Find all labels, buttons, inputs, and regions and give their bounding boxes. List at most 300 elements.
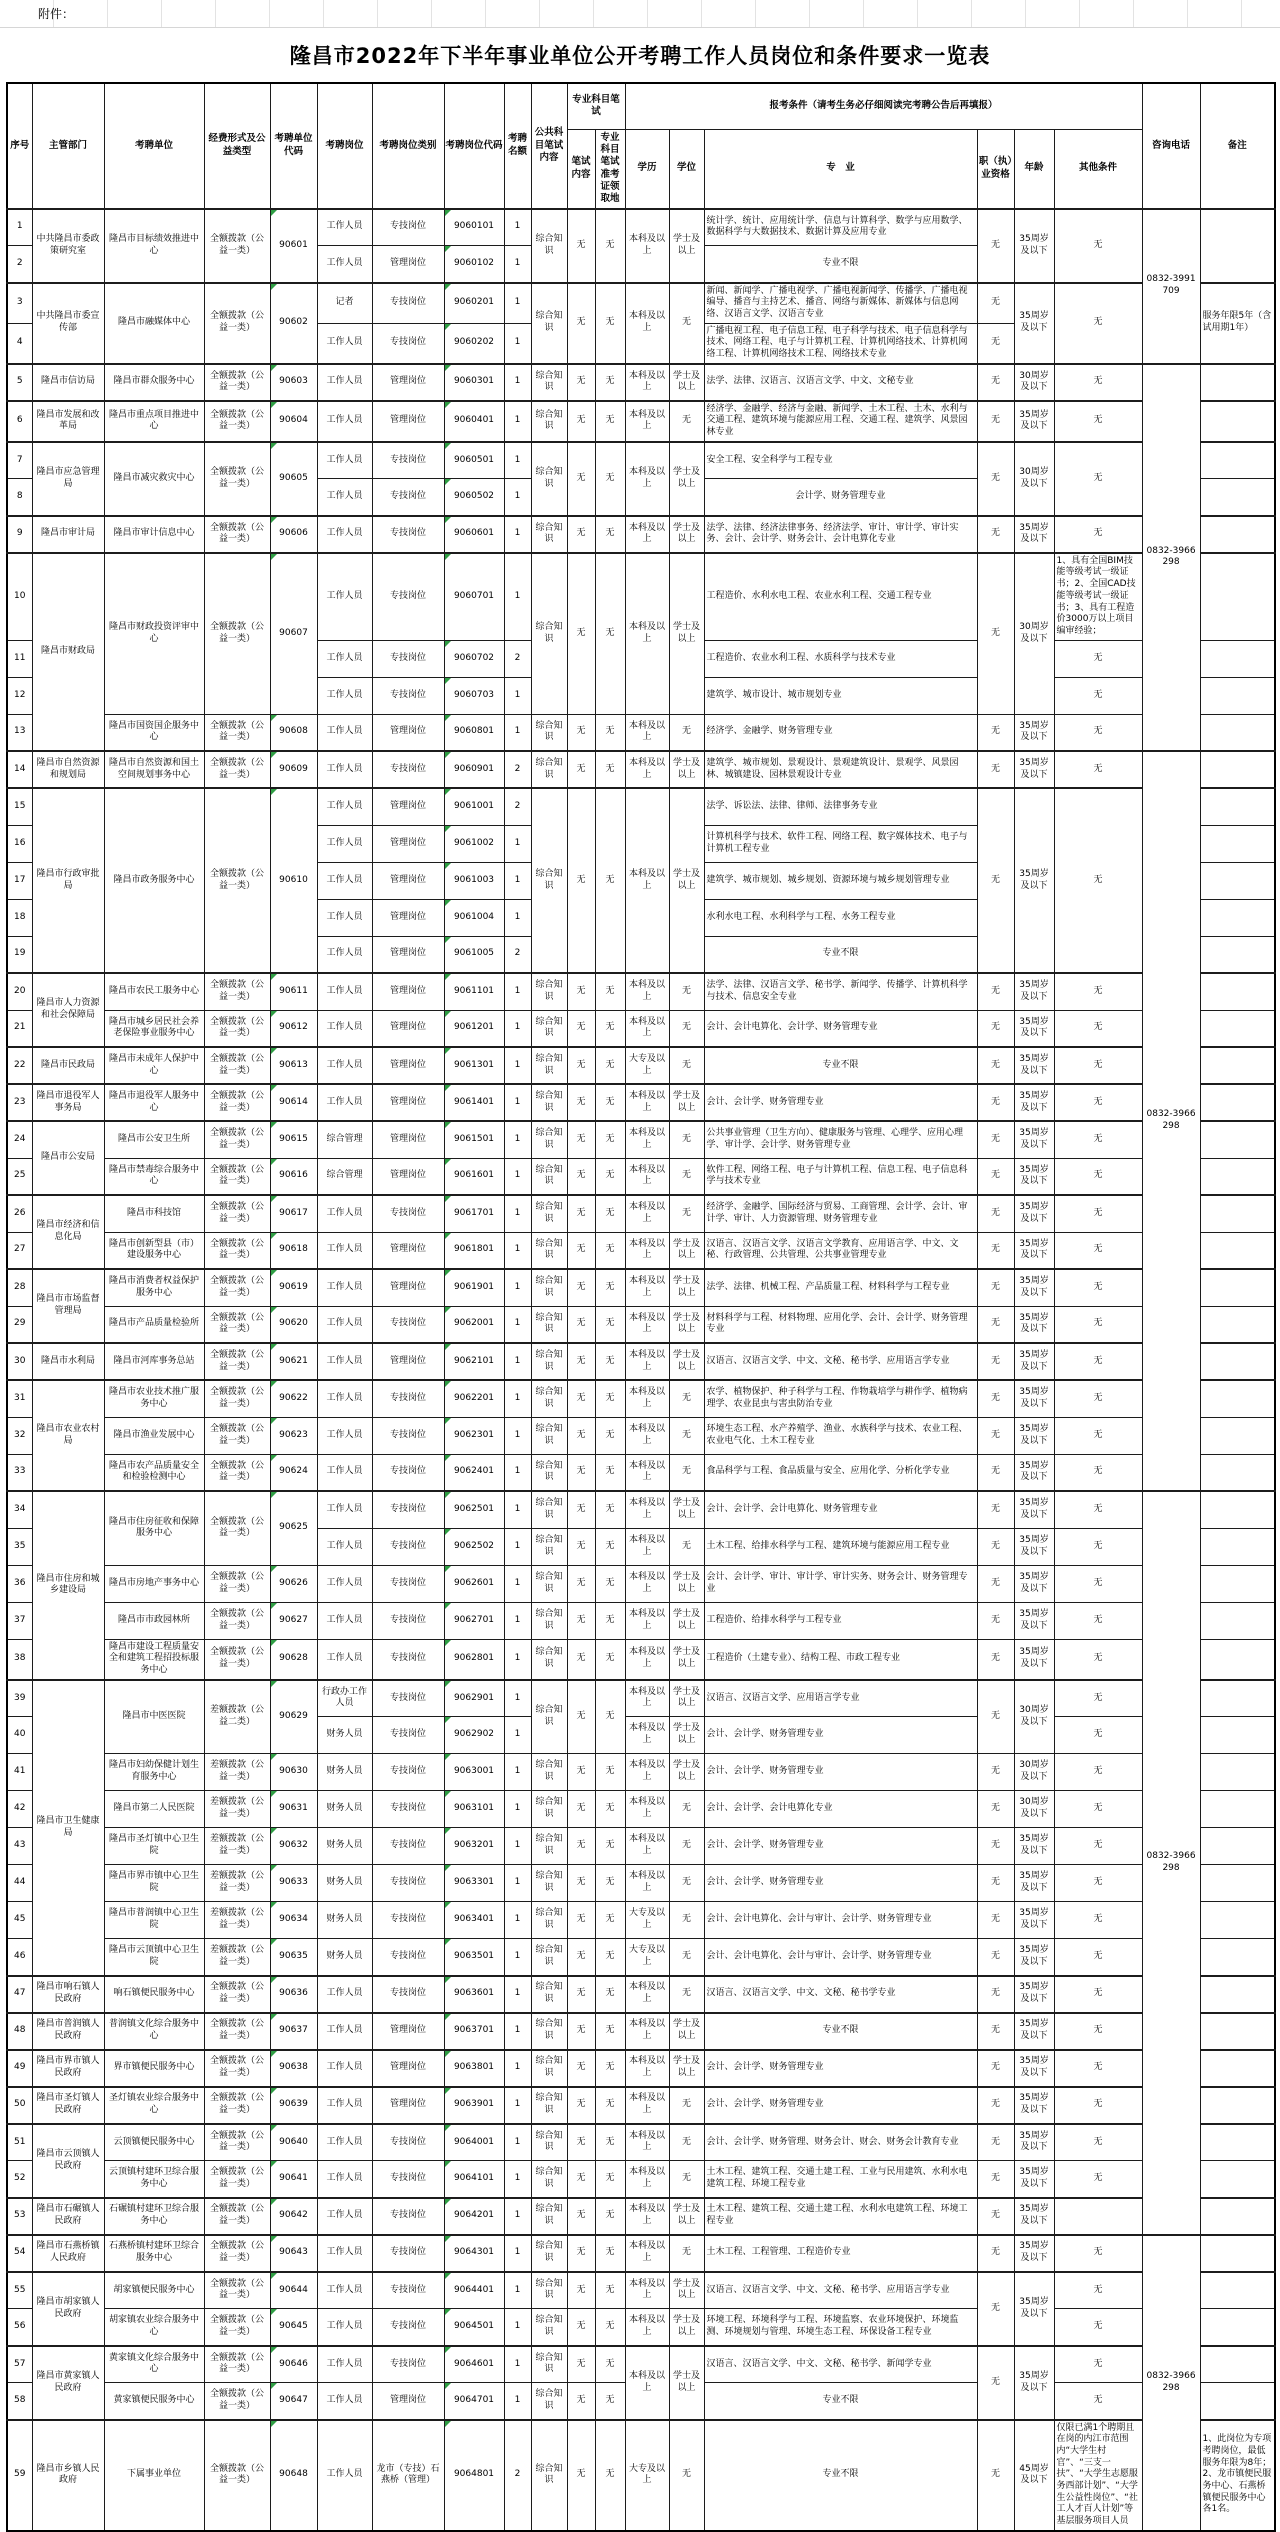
attachment-strip	[0, 0, 1280, 28]
cell-quota: 1	[504, 323, 531, 364]
cell-dept: 隆昌市农业农村局	[32, 1380, 104, 1491]
cell-deg: 无	[669, 973, 704, 1010]
cell-major: 汉语言、汉语言文学、中文、文秘、秘书学、应用语言学专业	[704, 2272, 977, 2309]
cell-cat: 专技岗位	[372, 640, 444, 677]
cell-seq: 40	[7, 1717, 32, 1754]
cell-major: 会计、会计学、审计、审计学、审计实务、财务会计、财务管理专业	[704, 1565, 977, 1602]
cell-note	[1200, 1380, 1275, 1417]
cell-pos: 工作人员	[317, 2383, 372, 2420]
cell-other: 1、具有全国BIM技能等级考试一级证书；2、全国CAD技能等级考试一级证书；3、具有工程造价3000万以上项目编审经验；	[1054, 553, 1142, 640]
cell-wadm: 无	[595, 2050, 625, 2087]
cell-major: 会计学、财务管理专业	[704, 479, 977, 516]
cell-fund: 差额拨款（公益一类）	[204, 1902, 270, 1939]
cell-quota: 1	[504, 1828, 531, 1865]
cell-note	[1200, 2235, 1275, 2272]
cell-seq: 26	[7, 1195, 32, 1232]
cell-quota: 1	[504, 1791, 531, 1828]
cell-dept: 隆昌市云顶镇人民政府	[32, 2124, 104, 2198]
cell-ucode: 90614	[270, 1084, 317, 1121]
cell-deg: 无	[669, 2124, 704, 2161]
cell-ucode: 90611	[270, 973, 317, 1010]
cell-wadm: 无	[595, 1754, 625, 1791]
cell-major: 新闻、新闻学、广播电视学、广播电视新闻学、传播学、广播电视编导、播音与主持艺术、播音、网络与新媒体、新媒体与信息网络、汉语言文学、汉语言专业	[704, 283, 977, 324]
cell-pos: 记者	[317, 283, 372, 324]
cell-wadm: 无	[595, 1084, 625, 1121]
cell-other: 无	[1054, 1047, 1142, 1084]
cell-wadm: 无	[595, 1602, 625, 1639]
col-header-deg: 学位	[669, 129, 704, 209]
cell-edu: 本科及以上	[625, 1754, 669, 1791]
cell-fund: 全额拨款（公益一类）	[204, 1269, 270, 1306]
cell-pcode: 9063201	[444, 1828, 504, 1865]
cell-pcode: 9064301	[444, 2235, 504, 2272]
cell-major: 法学、诉讼法、法律、律师、法律事务专业	[704, 788, 977, 825]
cell-pub: 综合知识	[531, 2013, 567, 2050]
cell-seq: 1	[7, 209, 32, 246]
cell-unit: 隆昌市中医医院	[104, 1680, 204, 1754]
cell-major: 会计、会计学、财务管理专业	[704, 1754, 977, 1791]
cell-quota: 1	[504, 1454, 531, 1491]
cell-dept: 隆昌市审计局	[32, 516, 104, 553]
cell-cat: 专技岗位	[372, 2346, 444, 2383]
cell-major: 经济学、金融学、财务管理专业	[704, 714, 977, 751]
cell-wtest: 无	[567, 553, 595, 714]
cell-age: 35周岁及以下	[1014, 1047, 1054, 1084]
cell-age: 35周岁及以下	[1014, 2272, 1054, 2346]
cell-deg: 学士及以上	[669, 1232, 704, 1269]
cell-dept: 中共隆昌市委宣传部	[32, 283, 104, 364]
cell-seq: 3	[7, 283, 32, 324]
cell-major: 汉语言、汉语言文学、中文、文秘、秘书学专业	[704, 1976, 977, 2013]
cell-major: 会计、会计电算化、会计与审计、会计学、财务管理专业	[704, 1902, 977, 1939]
cell-quota: 1	[504, 364, 531, 401]
cell-unit: 隆昌市未成年人保护中心	[104, 1047, 204, 1084]
cell-fund: 全额拨款（公益一类）	[204, 1380, 270, 1417]
cell-seq: 8	[7, 479, 32, 516]
cell-other: 无	[1054, 1976, 1142, 2013]
cell-fund: 全额拨款（公益一类）	[204, 1195, 270, 1232]
cell-unit: 隆昌市产品质量检验所	[104, 1306, 204, 1343]
cell-qual: 无	[977, 1454, 1014, 1491]
cell-major: 会计、会计学、财务管理、财务会计、财会、财务会计教育专业	[704, 2124, 977, 2161]
cell-note	[1200, 401, 1275, 442]
cell-dept: 隆昌市界市镇人民政府	[32, 2050, 104, 2087]
cell-cat: 专技岗位	[372, 1717, 444, 1754]
cell-other: 无	[1054, 1158, 1142, 1195]
cell-deg: 学士及以上	[669, 2198, 704, 2235]
col-header-dept: 主管部门	[32, 83, 104, 209]
cell-pub: 综合知识	[531, 1047, 567, 1084]
cell-qual: 无	[977, 2198, 1014, 2235]
cell-edu: 本科及以上	[625, 2309, 669, 2346]
cell-seq: 58	[7, 2383, 32, 2420]
cell-quota: 1	[504, 1939, 531, 1976]
cell-pcode: 9060202	[444, 323, 504, 364]
cell-pcode: 9062501	[444, 1491, 504, 1528]
cell-fund: 全额拨款（公益一类）	[204, 1232, 270, 1269]
cell-cat: 专技岗位	[372, 1865, 444, 1902]
cell-pub: 综合知识	[531, 1158, 567, 1195]
cell-major: 安全工程、安全科学与工程专业	[704, 442, 977, 479]
cell-pos: 工作人员	[317, 1639, 372, 1680]
cell-seq: 48	[7, 2013, 32, 2050]
cell-age: 35周岁及以下	[1014, 2346, 1054, 2420]
cell-pos: 工作人员	[317, 1269, 372, 1306]
cell-pos: 工作人员	[317, 862, 372, 899]
cell-wadm: 无	[595, 751, 625, 788]
cell-other: 无	[1054, 1565, 1142, 1602]
cell-other: 无	[1054, 1195, 1142, 1232]
cell-quota: 1	[504, 401, 531, 442]
cell-pub: 综合知识	[531, 1639, 567, 1680]
cell-deg: 学士及以上	[669, 1754, 704, 1791]
cell-other	[1054, 2198, 1142, 2235]
cell-pcode: 9061003	[444, 862, 504, 899]
cell-fund: 全额拨款（公益一类）	[204, 2161, 270, 2198]
cell-major: 会计、会计学、财务管理专业	[704, 1084, 977, 1121]
cell-seq: 36	[7, 1565, 32, 1602]
cell-other: 无	[1054, 1939, 1142, 1976]
col-header-quota: 考聘名额	[504, 83, 531, 209]
cell-unit: 隆昌市河库事务总站	[104, 1343, 204, 1380]
cell-other: 无	[1054, 1491, 1142, 1528]
cell-quota: 1	[504, 862, 531, 899]
cell-pub: 综合知识	[531, 2198, 567, 2235]
cell-unit: 隆昌市第二人民医院	[104, 1791, 204, 1828]
cell-cat: 专技岗位	[372, 1976, 444, 2013]
cell-seq: 53	[7, 2198, 32, 2235]
cell-pos: 综合管理	[317, 1121, 372, 1158]
cell-unit: 界市镇便民服务中心	[104, 2050, 204, 2087]
cell-major: 会计、会计学、财务管理专业	[704, 1717, 977, 1754]
cell-age: 35周岁及以下	[1014, 1158, 1054, 1195]
cell-wtest: 无	[567, 1565, 595, 1602]
cell-pos: 财务人员	[317, 1791, 372, 1828]
cell-wadm: 无	[595, 401, 625, 442]
cell-ucode: 90635	[270, 1939, 317, 1976]
cell-seq: 12	[7, 677, 32, 714]
cell-wadm: 无	[595, 2309, 625, 2346]
cell-note	[1200, 1010, 1275, 1047]
cell-wadm: 无	[595, 714, 625, 751]
cell-edu: 本科及以上	[625, 1680, 669, 1717]
cell-cat: 管理岗位	[372, 788, 444, 825]
cell-unit: 隆昌市禁毒综合服务中心	[104, 1158, 204, 1195]
cell-deg: 无	[669, 2420, 704, 2531]
cell-wtest: 无	[567, 1528, 595, 1565]
cell-major: 环境生态工程、水产养殖学、渔业、水族科学与技术、农业工程、农业电气化、土木工程专业	[704, 1417, 977, 1454]
cell-seq: 47	[7, 1976, 32, 2013]
cell-edu: 本科及以上	[625, 1158, 669, 1195]
cell-pub: 综合知识	[531, 1380, 567, 1417]
cell-pcode: 9063501	[444, 1939, 504, 1976]
cell-ucode: 90636	[270, 1976, 317, 2013]
cell-wtest: 无	[567, 283, 595, 364]
cell-other: 无	[1054, 2309, 1142, 2346]
cell-pub: 综合知识	[531, 364, 567, 401]
cell-qual: 无	[977, 1158, 1014, 1195]
cell-wtest: 无	[567, 1865, 595, 1902]
cell-pcode: 9061002	[444, 825, 504, 862]
cell-quota: 1	[504, 2050, 531, 2087]
cell-pos: 工作人员	[317, 246, 372, 283]
cell-major: 工程造价、农业水利工程、水质科学与技术专业	[704, 640, 977, 677]
col-header-pub: 公共科目笔试内容	[531, 83, 567, 209]
cell-seq: 29	[7, 1306, 32, 1343]
cell-qual: 无	[977, 1865, 1014, 1902]
cell-wtest: 无	[567, 2309, 595, 2346]
cell-cat: 管理岗位	[372, 825, 444, 862]
cell-note	[1200, 364, 1275, 401]
cell-note	[1200, 1121, 1275, 1158]
cell-edu: 本科及以上	[625, 553, 669, 714]
cell-edu: 本科及以上	[625, 1121, 669, 1158]
cell-fund: 全额拨款（公益一类）	[204, 2087, 270, 2124]
cell-pcode: 9064801	[444, 2420, 504, 2531]
cell-deg: 学士及以上	[669, 1491, 704, 1528]
cell-dept: 隆昌市应急管理局	[32, 442, 104, 516]
cell-note	[1200, 1454, 1275, 1491]
cell-ucode: 90617	[270, 1195, 317, 1232]
cell-unit: 隆昌市国资国企服务中心	[104, 714, 204, 751]
cell-edu: 本科及以上	[625, 283, 669, 364]
cell-phone: 0832-3966298	[1142, 364, 1200, 751]
cell-quota: 1	[504, 479, 531, 516]
cell-deg: 学士及以上	[669, 1680, 704, 1717]
cell-major: 土木工程、建筑工程、交通土建工程、水利水电建筑工程、环境工程专业	[704, 2198, 977, 2235]
cell-pcode: 9061801	[444, 1232, 504, 1269]
cell-seq: 35	[7, 1528, 32, 1565]
cell-qual: 无	[977, 2050, 1014, 2087]
cell-qual: 无	[977, 1047, 1014, 1084]
cell-seq: 25	[7, 1158, 32, 1195]
cell-major: 会计、会计电算化、会计学、财务管理专业	[704, 1010, 977, 1047]
cell-edu: 本科及以上	[625, 1791, 669, 1828]
cell-qual: 无	[977, 2346, 1014, 2420]
cell-deg: 学士及以上	[669, 1639, 704, 1680]
cell-wadm: 无	[595, 1791, 625, 1828]
cell-pub: 综合知识	[531, 2161, 567, 2198]
cell-seq: 46	[7, 1939, 32, 1976]
cell-note	[1200, 1865, 1275, 1902]
cell-deg: 无	[669, 283, 704, 364]
cell-fund: 差额拨款（公益一类）	[204, 1754, 270, 1791]
cell-wadm: 无	[595, 209, 625, 283]
cell-major: 经济学、金融学、经济与金融、新闻学、土木工程、土木、水利与交通工程、建筑环境与能源应用工程、交通工程、建筑学、风景园林专业	[704, 401, 977, 442]
cell-wtest: 无	[567, 401, 595, 442]
cell-unit: 隆昌市农产品质量安全和检验检测中心	[104, 1454, 204, 1491]
cell-ucode: 90647	[270, 2383, 317, 2420]
cell-quota: 1	[504, 1865, 531, 1902]
cell-seq: 54	[7, 2235, 32, 2272]
cell-wadm: 无	[595, 1232, 625, 1269]
cell-major: 工程造价（土建专业）、结构工程、市政工程专业	[704, 1639, 977, 1680]
cell-ucode: 90641	[270, 2161, 317, 2198]
cell-note	[1200, 2087, 1275, 2124]
cell-qual: 无	[977, 2013, 1014, 2050]
cell-quota: 1	[504, 1232, 531, 1269]
cell-fund: 全额拨款（公益一类）	[204, 2383, 270, 2420]
cell-fund: 全额拨款（公益一类）	[204, 1047, 270, 1084]
col-header-unit: 考聘单位	[104, 83, 204, 209]
cell-age: 35周岁及以下	[1014, 1010, 1054, 1047]
cell-pos: 综合管理	[317, 1158, 372, 1195]
cell-major: 建筑学、城市规划、城乡规划、资源环境与城乡规划管理专业	[704, 862, 977, 899]
cell-cat: 管理岗位	[372, 401, 444, 442]
cell-wadm: 无	[595, 1269, 625, 1306]
cell-wadm: 无	[595, 2013, 625, 2050]
cell-qual: 无	[977, 553, 1014, 714]
cell-ucode: 90631	[270, 1791, 317, 1828]
cell-major: 土木工程、给排水科学与工程、建筑环境与能源应用工程专业	[704, 1528, 977, 1565]
cell-quota: 1	[504, 1491, 531, 1528]
cell-cat: 管理岗位	[372, 2087, 444, 2124]
cell-pos: 工作人员	[317, 1565, 372, 1602]
cell-deg: 学士及以上	[669, 1269, 704, 1306]
cell-phone: 0832-3991709	[1142, 209, 1200, 364]
cell-qual: 无	[977, 1639, 1014, 1680]
table-header	[7, 83, 1275, 209]
cell-age: 35周岁及以下	[1014, 714, 1054, 751]
cell-qual: 无	[977, 2124, 1014, 2161]
cell-pcode: 9064401	[444, 2272, 504, 2309]
cell-age: 35周岁及以下	[1014, 1865, 1054, 1902]
cell-note	[1200, 2124, 1275, 2161]
cell-unit: 隆昌市科技馆	[104, 1195, 204, 1232]
cell-cat: 专技岗位	[372, 1306, 444, 1343]
cell-pub: 综合知识	[531, 2420, 567, 2531]
cell-major: 汉语言、汉语言文学、汉语言文学教育、应用语言学、中文、文秘、行政管理、公共管理、公共事业管理专业	[704, 1232, 977, 1269]
cell-seq: 20	[7, 973, 32, 1010]
cell-note	[1200, 1306, 1275, 1343]
cell-wadm: 无	[595, 1158, 625, 1195]
cell-cat: 管理岗位	[372, 1047, 444, 1084]
cell-cat: 管理岗位	[372, 2013, 444, 2050]
cell-wtest: 无	[567, 1680, 595, 1754]
cell-other: 无	[1054, 1717, 1142, 1754]
cell-pcode: 9062101	[444, 1343, 504, 1380]
cell-dept: 隆昌市石碾镇人民政府	[32, 2198, 104, 2235]
cell-dept: 隆昌市自然资源和规划局	[32, 751, 104, 788]
cell-pub: 综合知识	[531, 1454, 567, 1491]
cell-seq: 17	[7, 862, 32, 899]
cell-deg: 学士及以上	[669, 1565, 704, 1602]
cell-qual: 无	[977, 714, 1014, 751]
cell-ucode: 90601	[270, 209, 317, 283]
cell-major: 专业不限	[704, 2420, 977, 2531]
cell-quota: 1	[504, 1680, 531, 1717]
cell-pub: 综合知识	[531, 788, 567, 973]
cell-age: 35周岁及以下	[1014, 401, 1054, 442]
cell-quota: 1	[504, 1602, 531, 1639]
cell-seq: 22	[7, 1047, 32, 1084]
cell-pcode: 9060601	[444, 516, 504, 553]
cell-pub: 综合知识	[531, 973, 567, 1010]
cell-major: 会计、会计学、财务管理专业	[704, 2050, 977, 2087]
cell-quota: 1	[504, 1417, 531, 1454]
cell-cat: 专技岗位	[372, 479, 444, 516]
cell-deg: 无	[669, 1939, 704, 1976]
cell-cat: 专技岗位	[372, 1791, 444, 1828]
cell-wtest: 无	[567, 1195, 595, 1232]
cell-seq: 33	[7, 1454, 32, 1491]
cell-cat: 专技岗位	[372, 2272, 444, 2309]
cell-pos: 工作人员	[317, 1010, 372, 1047]
cell-cat: 专技岗位	[372, 1380, 444, 1417]
page-title: 隆昌市2022年下半年事业单位公开考聘工作人员岗位和条件要求一览表	[289, 44, 991, 68]
cell-ucode: 90612	[270, 1010, 317, 1047]
cell-cat: 专技岗位	[372, 209, 444, 246]
cell-major: 专业不限	[704, 936, 977, 973]
cell-major: 软件工程、网络工程、电子与计算机工程、信息工程、电子信息科学与技术专业	[704, 1158, 977, 1195]
cell-wtest: 无	[567, 2124, 595, 2161]
cell-age: 35周岁及以下	[1014, 1902, 1054, 1939]
cell-deg: 无	[669, 1865, 704, 1902]
cell-quota: 1	[504, 899, 531, 936]
cell-pub: 综合知识	[531, 2050, 567, 2087]
cell-wtest: 无	[567, 1828, 595, 1865]
cell-wtest: 无	[567, 2198, 595, 2235]
cell-other: 无	[1054, 1602, 1142, 1639]
cell-age: 30周岁及以下	[1014, 442, 1054, 516]
cell-fund: 全额拨款（公益一类）	[204, 2198, 270, 2235]
cell-wadm: 无	[595, 1528, 625, 1565]
cell-pub: 综合知识	[531, 1269, 567, 1306]
cell-fund: 全额拨款（公益一类）	[204, 1343, 270, 1380]
cell-cat: 专技岗位	[372, 1454, 444, 1491]
cell-pcode: 9062901	[444, 1680, 504, 1717]
cell-quota: 1	[504, 1084, 531, 1121]
cell-note	[1200, 2198, 1275, 2235]
cell-major: 会计、会计学、财务管理专业	[704, 2087, 977, 2124]
cell-dept: 隆昌市人力资源和社会保障局	[32, 973, 104, 1047]
cell-pos: 工作人员	[317, 401, 372, 442]
cell-pos: 工作人员	[317, 1195, 372, 1232]
cell-ucode: 90638	[270, 2050, 317, 2087]
cell-qual: 无	[977, 1939, 1014, 1976]
cell-wtest: 无	[567, 1602, 595, 1639]
cell-quota: 1	[504, 442, 531, 479]
cell-quota: 1	[504, 2235, 531, 2272]
cell-dept: 隆昌市响石镇人民政府	[32, 1976, 104, 2013]
cell-major: 专业不限	[704, 2013, 977, 2050]
cell-qual: 无	[977, 2235, 1014, 2272]
cell-edu: 本科及以上	[625, 2087, 669, 2124]
cell-unit: 隆昌市云顶镇中心卫生院	[104, 1939, 204, 1976]
cell-qual: 无	[977, 2087, 1014, 2124]
cell-note	[1200, 2346, 1275, 2383]
cell-age: 35周岁及以下	[1014, 1084, 1054, 1121]
cell-wtest: 无	[567, 1343, 595, 1380]
cell-pos: 财务人员	[317, 1902, 372, 1939]
cell-cat: 专技岗位	[372, 283, 444, 324]
cell-seq: 45	[7, 1902, 32, 1939]
cell-dept: 隆昌市普润镇人民政府	[32, 2013, 104, 2050]
cell-edu: 本科及以上	[625, 2050, 669, 2087]
cell-seq: 18	[7, 899, 32, 936]
cell-wtest: 无	[567, 1976, 595, 2013]
cell-deg: 无	[669, 1528, 704, 1565]
cell-cat: 管理岗位	[372, 364, 444, 401]
cell-note	[1200, 442, 1275, 479]
cell-unit: 普润镇文化综合服务中心	[104, 2013, 204, 2050]
cell-ucode: 90616	[270, 1158, 317, 1195]
cell-edu: 本科及以上	[625, 1343, 669, 1380]
cell-age: 30周岁及以下	[1014, 553, 1054, 714]
cell-qual: 无	[977, 1976, 1014, 2013]
cell-quota: 2	[504, 751, 531, 788]
cell-edu: 本科及以上	[625, 1528, 669, 1565]
